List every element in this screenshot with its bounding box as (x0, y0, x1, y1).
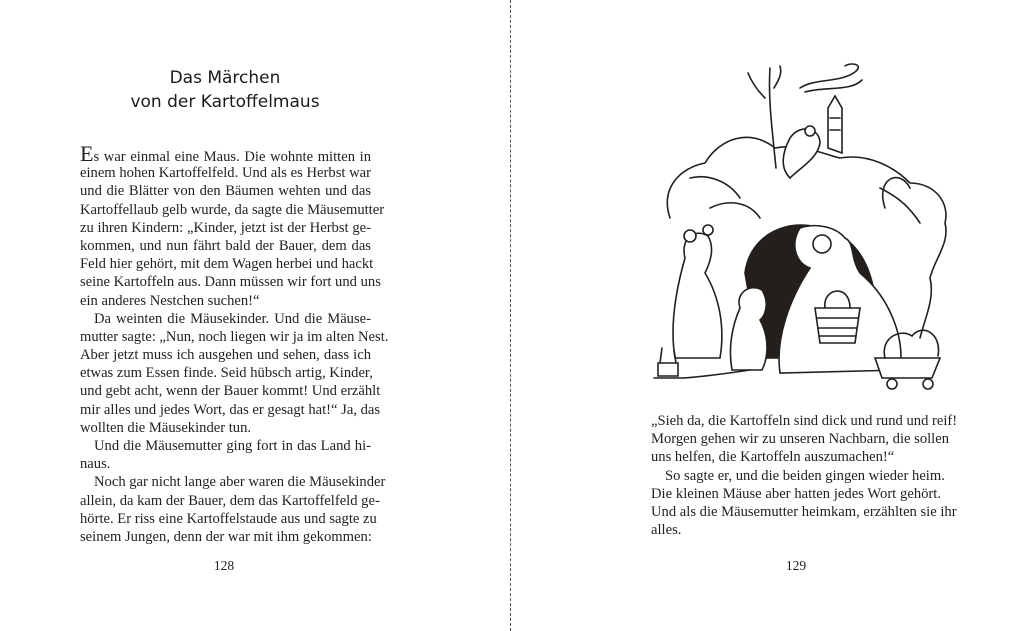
text-line (80, 292, 371, 310)
paragraph (80, 437, 371, 473)
text-line-content: naus. (80, 456, 111, 473)
text-line-content: Da weinten die Mäusekinder. Und die Mäuse- (94, 310, 371, 327)
text-line (651, 448, 941, 466)
text-line (651, 485, 941, 503)
text-line-content: mutter sagte: „Nun, noch liegen wir ja im alten Nest. (80, 328, 389, 345)
mouse-family-illustration (650, 58, 960, 392)
text-line (651, 430, 949, 448)
text-line (80, 346, 371, 364)
text-line (80, 419, 371, 437)
paragraph (80, 141, 385, 310)
paragraph (651, 467, 957, 540)
paragraph (651, 412, 958, 467)
text-line (80, 510, 377, 528)
text-line-content: seinem Jungen, denn der war mit ihm gekommen: (80, 528, 372, 545)
text-line-content: einem hohen Kartoffelfeld. Und als es Herbst war (80, 165, 371, 182)
page-number-right: 129 (785, 558, 807, 573)
text-line (651, 412, 958, 430)
left-page-body-text (80, 141, 389, 546)
text-line (80, 455, 371, 473)
text-line-content: mir alles und jedes Wort, das er gesagt hat!“ Ja, das (80, 401, 381, 418)
text-line (80, 255, 374, 273)
paragraph (80, 473, 386, 546)
text-line (80, 310, 371, 328)
text-line-content: Die kleinen Mäuse aber hatten jedes Wort gehört. (651, 485, 941, 502)
story-title (80, 66, 370, 114)
right-page (512, 0, 1020, 631)
text-line-content: Feld hier gehört, mit dem Wagen herbei und hackt (80, 256, 374, 273)
text-line (80, 219, 371, 237)
text-line (80, 492, 380, 510)
drop-cap: E (80, 141, 94, 166)
text-line-content: wollten die Mäusekinder tun. (80, 419, 252, 436)
text-line-content: „Sieh da, die Kartoffeln sind dick und rund und reif! (651, 413, 958, 429)
paragraph (80, 310, 389, 437)
story-title-line-1: Das Märchen (169, 68, 281, 88)
text-line-content: Und die Mäusemutter ging fort in das Land hi- (94, 438, 371, 454)
text-line (651, 521, 941, 539)
text-line-content: So sagte er, und die beiden gingen wieder heim. (665, 467, 945, 484)
text-line (80, 473, 386, 491)
text-line (80, 273, 381, 291)
text-line (80, 401, 381, 419)
text-line-content: Aber jetzt muss ich ausgehen und sehen, dass ich (80, 347, 371, 364)
text-line (80, 382, 381, 400)
text-line (80, 364, 371, 382)
text-line-content: Kartoffellaub gelb wurde, da sagte die Mäusemutter (80, 201, 385, 218)
text-line-content: hörte. Er riss eine Kartoffelstaude aus und sagte zu (80, 510, 377, 527)
text-line-content: und die Blätter von den Bäumen wehten und das (80, 183, 371, 200)
text-line (80, 528, 371, 546)
text-line-content: seine Kartoffeln aus. Dann müssen wir fort und uns (80, 274, 381, 291)
text-line (80, 141, 371, 166)
text-line (80, 437, 371, 455)
text-line-content: ein anderes Nestchen suchen!“ (80, 292, 260, 309)
text-line (80, 201, 385, 219)
text-line (80, 164, 371, 182)
text-line (80, 237, 371, 255)
text-line (651, 503, 957, 521)
text-line-content: kommen, und nun fährt bald der Bauer, dem das (80, 237, 371, 254)
text-line-content: Noch gar nicht lange aber waren die Mäusekinder (94, 474, 386, 491)
text-line-content: Und als die Mäusemutter heimkam, erzählten sie ihr (651, 503, 957, 520)
text-line-content: s war einmal eine Maus. Die wohnte mitten in (93, 149, 371, 165)
text-line-content: uns helfen, die Kartoffeln auszumachen!“ (651, 449, 895, 466)
text-line (80, 328, 389, 346)
text-line-content: Morgen gehen wir zu unseren Nachbarn, die sollen (651, 431, 949, 448)
text-line-content: etwas zum Essen finde. Seid hübsch artig, Kinder, (80, 365, 373, 382)
text-line-content: und gebt acht, wenn der Bauer kommt! Und erzählt (80, 383, 381, 400)
right-page-body-text (651, 412, 958, 539)
page-gutter-divider (510, 0, 511, 631)
text-line-content: alles. (651, 522, 682, 539)
text-line-content: allein, da kam der Bauer, dem das Kartoffelfeld ge- (80, 492, 380, 509)
page-number-left: 128 (213, 558, 235, 573)
text-line (651, 467, 945, 485)
text-line-content: zu ihren Kindern: „Kinder, jetzt ist der Herbst ge- (80, 219, 371, 236)
story-title-line-2: von der Kartoffelmaus (130, 92, 320, 112)
text-line (80, 182, 371, 200)
